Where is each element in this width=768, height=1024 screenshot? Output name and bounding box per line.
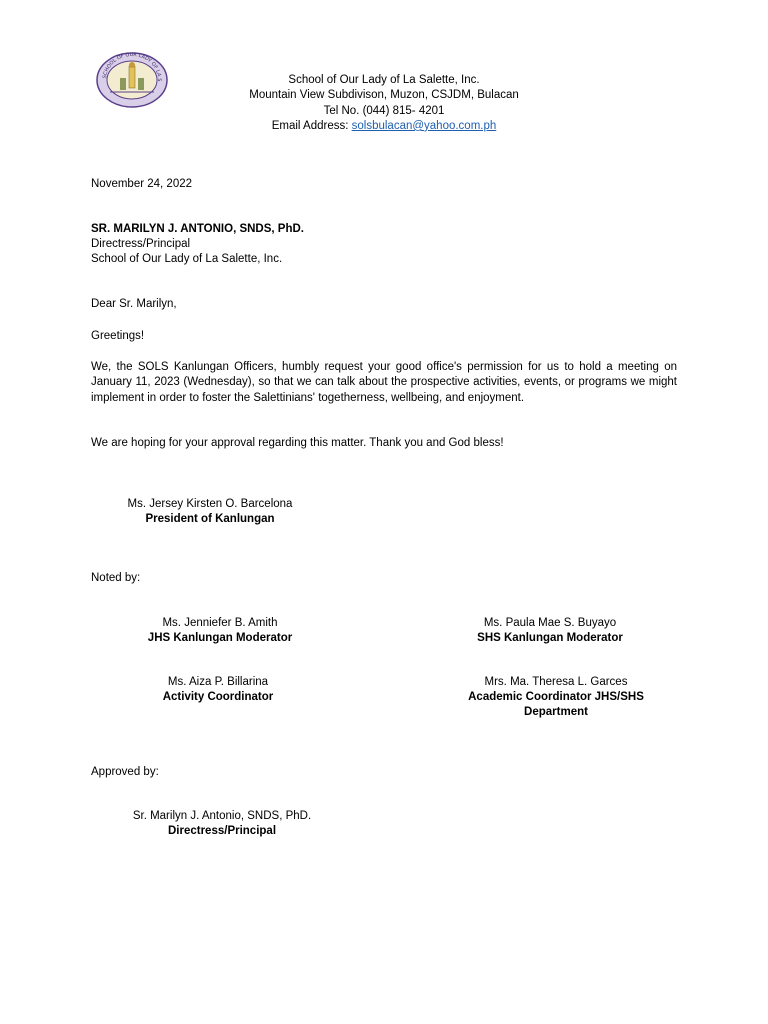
body-paragraph: We, the SOLS Kanlungan Officers, humbly request your good office's permission for us to hold a meeting on January 11, 2023 (Wednesday), so that we can talk about the prospective activities, events, or programs we might implement in order to foster the Salettinians' togetherness, wellbeing, and enjoyment. (91, 361, 677, 404)
noted-signature-activity-coordinator (118, 675, 318, 705)
signatory-title-line1: Academic Coordinator JHS/SHS (468, 691, 644, 703)
letterhead (200, 73, 568, 134)
approver-title: Directress/Principal (167, 825, 277, 837)
school-name: School of Our Lady of La Salette, Inc. (288, 74, 480, 86)
school-tel: Tel No. (044) 815- 4201 (323, 104, 445, 117)
signatory-name: Ms. Paula Mae S. Buyayo (483, 617, 617, 629)
signatory-name: Ms. Aiza P. Billarina (167, 676, 269, 688)
approved-by-label: Approved by: (91, 766, 159, 778)
noted-signature-academic-coordinator (436, 675, 676, 720)
email-link[interactable]: solsbulacan@yahoo.com.ph (351, 119, 497, 132)
email-label: Email Address: (271, 119, 352, 132)
school-email-line (200, 119, 568, 134)
signatory-title: Activity Coordinator (162, 691, 274, 703)
letter-date: November 24, 2022 (91, 178, 193, 190)
school-address: Mountain View Subdivison, Muzon, CSJDM, Bulacan (249, 89, 519, 102)
greeting: Greetings! (91, 330, 145, 342)
signatory-title: JHS Kanlungan Moderator (147, 632, 293, 644)
approver-name: Sr. Marilyn J. Antonio, SNDS, PhD. (132, 810, 312, 822)
salutation: Dear Sr. Marilyn, (91, 298, 177, 310)
noted-signature-jhs-moderator (120, 616, 320, 646)
recipient-block (91, 222, 304, 267)
approver-signature (110, 809, 334, 839)
closing-paragraph: We are hoping for your approval regarding this matter. Thank you and God bless! (91, 437, 504, 449)
recipient-org: School of Our Lady of La Salette, Inc. (91, 253, 283, 265)
signatory-name: Mrs. Ma. Theresa L. Garces (484, 676, 628, 688)
recipient-name: SR. MARILYN J. ANTONIO, SNDS, PhD. (91, 223, 304, 235)
recipient-title: Directress/Principal (91, 238, 191, 250)
noted-by-label: Noted by: (91, 572, 141, 584)
sender-name: Ms. Jersey Kirsten O. Barcelona (127, 498, 293, 510)
svg-text:SCHOOL OF OUR LADY OF LA SALET: SCHOOL OF OUR LADY OF LA S (102, 52, 163, 82)
signatory-title-line2: Department (524, 706, 588, 718)
noted-signature-shs-moderator (450, 616, 650, 646)
signatory-name: Ms. Jenniefer B. Amith (162, 617, 278, 629)
sender-title: President of Kanlungan (145, 513, 275, 525)
sender-signature (110, 497, 310, 527)
signatory-title: SHS Kanlungan Moderator (477, 632, 623, 644)
school-seal (96, 52, 168, 108)
